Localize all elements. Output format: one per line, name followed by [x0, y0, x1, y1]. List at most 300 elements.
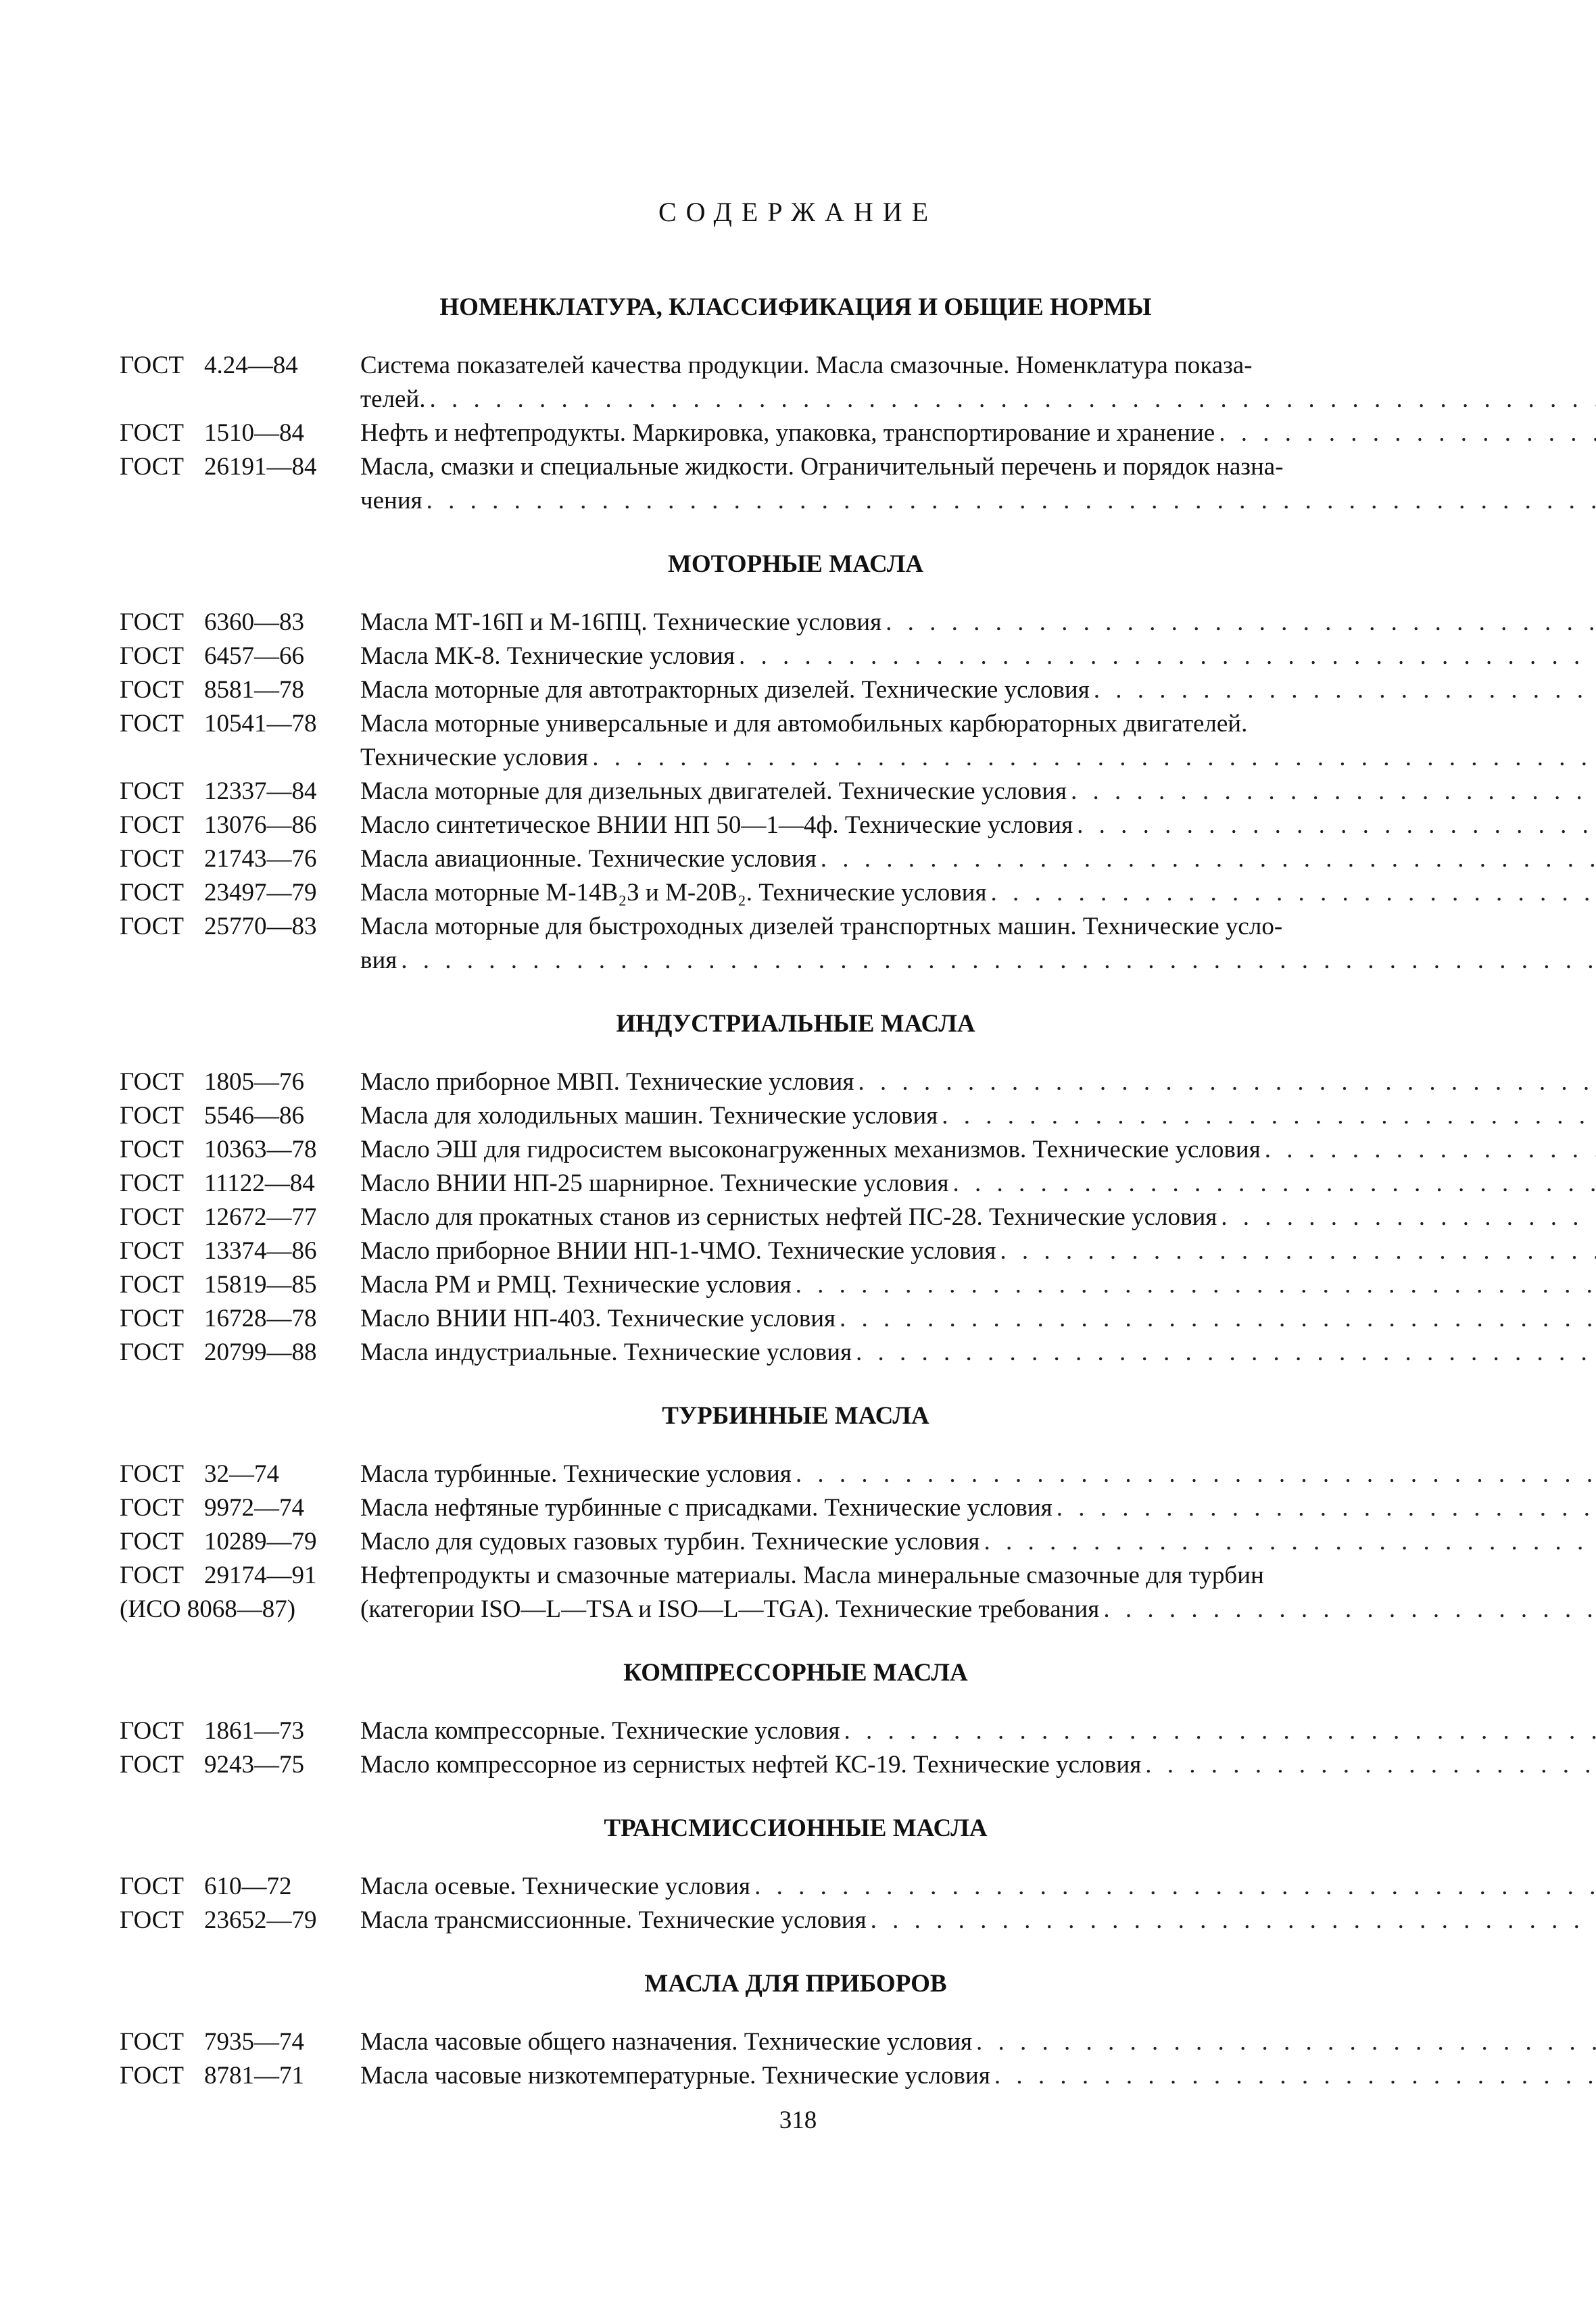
toc-entry[interactable] — [120, 1457, 1472, 1491]
description-text: Масло ВНИИ НП-403. Технические условия — [360, 1305, 836, 1332]
gost-number: 16728—78 — [204, 1305, 317, 1332]
entry-description — [360, 1302, 1596, 1336]
standard-code-line — [120, 349, 360, 383]
standard-code-line — [120, 2059, 360, 2093]
section-heading: НОМЕНКЛАТУРА, КЛАССИФИКАЦИЯ И ОБЩИЕ НОРМЫ — [439, 293, 1152, 321]
gost-prefix: ГОСТ — [120, 913, 184, 940]
entry-description — [360, 809, 1596, 842]
entry-description — [360, 1268, 1596, 1302]
toc-entry[interactable] — [120, 1201, 1472, 1234]
gost-prefix: ГОСТ — [120, 1460, 184, 1488]
standard-code — [120, 809, 360, 842]
standard-code — [120, 1714, 360, 1748]
entry-description — [360, 450, 1596, 518]
standard-code-line — [120, 2025, 360, 2059]
description-last-line — [360, 1268, 1596, 1302]
standard-code — [120, 1234, 360, 1268]
description-last-line — [360, 2025, 1596, 2059]
description-text: Масла РМ и РМЦ. Технические условия — [360, 1271, 792, 1299]
toc-entry[interactable] — [120, 1336, 1472, 1370]
entry-description — [360, 1099, 1596, 1133]
description-last-line — [360, 1234, 1596, 1268]
gost-prefix: ГОСТ — [120, 1528, 184, 1555]
standard-code-line: (ИСО 8068—87) — [120, 1595, 296, 1623]
gost-number: 6457—66 — [204, 642, 304, 670]
gost-number: 1861—73 — [204, 1717, 304, 1745]
gost-prefix: ГОСТ — [120, 419, 184, 447]
toc-section — [120, 1812, 1472, 1937]
standard-code-line — [120, 809, 360, 842]
toc-entry[interactable] — [120, 1302, 1472, 1336]
entry-description — [360, 1491, 1596, 1525]
gost-prefix: ГОСТ — [120, 1169, 184, 1197]
gost-prefix: ГОСТ — [120, 1237, 184, 1265]
gost-number: 23652—79 — [204, 1906, 317, 1934]
standard-code — [120, 910, 360, 978]
entry-description — [360, 1559, 1596, 1626]
dot-leader — [840, 1302, 1596, 1336]
gost-prefix: ГОСТ — [120, 352, 184, 379]
standard-code — [120, 707, 360, 775]
description-last-line — [360, 1167, 1596, 1201]
entry-description — [360, 1201, 1596, 1234]
description-last-line — [360, 1491, 1596, 1525]
toc-entry[interactable] — [120, 1559, 1472, 1626]
dot-leader — [1265, 1133, 1596, 1167]
description-text: Масло для судовых газовых турбин. Технические условия — [360, 1528, 980, 1555]
description-text: Масла МТ-16П и М-16ПЦ. Технические условия — [360, 608, 882, 636]
description-text: Масла компрессорные. Технические условия — [360, 1717, 840, 1745]
standard-code — [120, 1457, 360, 1491]
description-text: Масла моторные для автотракторных дизелей. Технические условия — [360, 676, 1090, 704]
standard-code-line — [120, 606, 360, 640]
gost-prefix: ГОСТ — [120, 1562, 184, 1589]
toc-entry[interactable] — [120, 640, 1472, 673]
dot-leader — [844, 1714, 1596, 1748]
dot-leader — [1221, 1201, 1596, 1234]
description-line: Нефтепродукты и смазочные материалы. Масла минеральные смазочные для турбин — [360, 1562, 1264, 1589]
section-heading: ТУРБИННЫЕ МАСЛА — [662, 1402, 929, 1430]
gost-number: 13076—86 — [204, 811, 317, 839]
standard-code-line — [120, 640, 360, 673]
gost-prefix: ГОСТ — [120, 1203, 184, 1231]
standard-code-line — [120, 1302, 360, 1336]
description-text: Нефть и нефтепродукты. Маркировка, упаковка, транспортирование и хранение — [360, 419, 1215, 447]
gost-prefix: ГОСТ — [120, 1068, 184, 1096]
entry-description — [360, 1336, 1596, 1370]
gost-number: 23497—79 — [204, 879, 317, 907]
description-last-line — [360, 1525, 1596, 1559]
gost-prefix: ГОСТ — [120, 811, 184, 839]
toc-section — [120, 291, 1472, 518]
description-last-line — [360, 876, 1596, 910]
gost-prefix: ГОСТ — [120, 1305, 184, 1332]
gost-prefix: ГОСТ — [120, 1906, 184, 1934]
description-text: Масло ВНИИ НП-25 шарнирное. Технические условия — [360, 1169, 949, 1197]
dot-leader — [1094, 673, 1596, 707]
dot-leader — [430, 383, 1596, 416]
gost-prefix: ГОСТ — [120, 710, 184, 738]
gost-prefix: ГОСТ — [120, 777, 184, 805]
standard-code — [120, 1870, 360, 1904]
entry-description — [360, 349, 1596, 416]
gost-number: 9972—74 — [204, 1494, 304, 1522]
standard-code-line — [120, 775, 360, 809]
description-text: Масла авиационные. Технические условия — [360, 845, 817, 873]
dot-leader — [796, 1268, 1596, 1302]
description-text: Масло ЭШ для гидросистем высоконагруженных механизмов. Технические условия — [360, 1136, 1261, 1163]
section-heading: МАСЛА ДЛЯ ПРИБОРОВ — [644, 1970, 947, 1998]
standard-code — [120, 349, 360, 416]
toc-section — [120, 548, 1472, 978]
gost-number: 10289—79 — [204, 1528, 317, 1555]
dot-leader — [858, 1065, 1596, 1099]
entry-description — [360, 1133, 1596, 1167]
toc-entry[interactable] — [120, 1904, 1472, 1937]
entry-description — [360, 876, 1596, 910]
standard-code-line — [120, 842, 360, 876]
gost-number: 10541—78 — [204, 710, 317, 738]
description-last-line — [360, 944, 1596, 978]
standard-code — [120, 1302, 360, 1336]
toc-entry[interactable] — [120, 1065, 1472, 1099]
dot-leader — [739, 640, 1596, 673]
entry-description — [360, 606, 1596, 640]
entry-description — [360, 1748, 1596, 1782]
gost-prefix: ГОСТ — [120, 1271, 184, 1299]
toc-entry[interactable] — [120, 1491, 1472, 1525]
toc-entry[interactable] — [120, 349, 1472, 416]
standard-code-line — [120, 1870, 360, 1904]
dot-leader — [1000, 1234, 1596, 1268]
standard-code-line — [120, 876, 360, 910]
entry-description — [360, 2025, 1596, 2059]
description-last-line — [360, 1748, 1596, 1782]
toc-entry[interactable] — [120, 1525, 1472, 1559]
standard-code — [120, 876, 360, 910]
description-text: Технические условия — [360, 744, 589, 771]
gost-number: 8581—78 — [204, 676, 304, 704]
gost-number: 6360—83 — [204, 608, 304, 636]
standard-code-line — [120, 707, 360, 741]
standard-code-line — [120, 416, 360, 450]
description-text: Масла часовые общего назначения. Технические условия — [360, 2028, 973, 2056]
dot-leader — [886, 606, 1596, 640]
dot-leader — [994, 2059, 1596, 2093]
standard-code — [120, 1559, 360, 1626]
standard-code — [120, 1336, 360, 1370]
standard-code-line — [120, 1268, 360, 1302]
gost-prefix: ГОСТ — [120, 1102, 184, 1130]
entry-description — [360, 673, 1596, 707]
gost-prefix: ГОСТ — [120, 2028, 184, 2056]
toc-entry[interactable] — [120, 876, 1472, 910]
toc-entry[interactable] — [120, 1167, 1472, 1201]
description-text: вия — [360, 946, 397, 974]
gost-number: 1805—76 — [204, 1068, 304, 1096]
standard-code — [120, 2025, 360, 2059]
standard-code — [120, 640, 360, 673]
gost-prefix: ГОСТ — [120, 879, 184, 907]
page-title: СОДЕРЖАНИЕ — [658, 197, 938, 227]
description-last-line — [360, 383, 1596, 416]
dot-leader — [942, 1099, 1596, 1133]
gost-number: 9243—75 — [204, 1751, 304, 1779]
standard-code — [120, 2059, 360, 2093]
standard-code — [120, 1133, 360, 1167]
gost-number: 20799—88 — [204, 1338, 317, 1366]
description-text: Масло компрессорное из сернистых нефтей КС-19. Технические условия — [360, 1751, 1142, 1779]
description-last-line — [360, 640, 1596, 673]
description-last-line — [360, 1336, 1596, 1370]
description-text: Масла индустриальные. Технические условия — [360, 1338, 852, 1366]
standard-code-line — [120, 1714, 360, 1748]
gost-number: 1510—84 — [204, 419, 304, 447]
standard-code — [120, 1748, 360, 1782]
standard-code — [120, 416, 360, 450]
entry-description — [360, 1065, 1596, 1099]
gost-prefix: ГОСТ — [120, 676, 184, 704]
toc-entry[interactable] — [120, 1099, 1472, 1133]
description-last-line — [360, 1201, 1596, 1234]
dot-leader — [796, 1457, 1596, 1491]
toc-entry[interactable] — [120, 673, 1472, 707]
gost-number: 32—74 — [204, 1460, 279, 1488]
gost-prefix: ГОСТ — [120, 1136, 184, 1163]
description-text: Масла осевые. Технические условия — [360, 1873, 751, 1900]
gost-number: 13374—86 — [204, 1237, 317, 1265]
dot-leader — [1219, 416, 1596, 450]
description-last-line — [360, 1904, 1596, 1937]
dot-leader — [427, 484, 1596, 518]
gost-number: 7935—74 — [204, 2028, 304, 2056]
description-last-line — [360, 1593, 1596, 1626]
dot-leader — [871, 1904, 1596, 1937]
toc-entry[interactable] — [120, 707, 1472, 775]
standard-code-line — [120, 673, 360, 707]
description-last-line — [360, 1870, 1596, 1904]
entry-description — [360, 2059, 1596, 2093]
standard-code — [120, 1065, 360, 1099]
description-text: Масло синтетическое ВНИИ НП 50—1—4ф. Технические условия — [360, 811, 1073, 839]
section-heading: КОМПРЕССОРНЫЕ МАСЛА — [623, 1659, 968, 1687]
entry-description — [360, 707, 1596, 775]
entry-description — [360, 1167, 1596, 1201]
toc-section — [120, 1967, 1472, 2093]
standard-code — [120, 842, 360, 876]
gost-number: 4.24—84 — [204, 352, 298, 379]
description-text: Масла моторные для дизельных двигателей. Технические условия — [360, 777, 1067, 805]
description-last-line — [360, 2059, 1596, 2093]
description-text: Масло приборное ВНИИ НП-1-ЧМО. Технические условия — [360, 1237, 996, 1265]
gost-number: 29174—91 — [204, 1562, 317, 1589]
description-line: Масла моторные универсальные и для автомобильных карбюраторных двигателей. — [360, 710, 1248, 738]
toc-entry[interactable] — [120, 2059, 1472, 2093]
entry-description — [360, 1870, 1596, 1904]
toc-entry[interactable] — [120, 2025, 1472, 2059]
standard-code-line — [120, 1525, 360, 1559]
toc-entry[interactable] — [120, 1870, 1472, 1904]
description-text: Масла МК-8. Технические условия — [360, 642, 735, 670]
standard-code — [120, 775, 360, 809]
description-text: Масла турбинные. Технические условия — [360, 1460, 792, 1488]
gost-prefix: ГОСТ — [120, 453, 184, 481]
description-line: Масла моторные для быстроходных дизелей транспортных машин. Технические усло- — [360, 913, 1283, 940]
entry-description — [360, 1714, 1596, 1748]
standard-code — [120, 673, 360, 707]
standard-code — [120, 450, 360, 518]
gost-prefix: ГОСТ — [120, 2062, 184, 2090]
gost-prefix: ГОСТ — [120, 1717, 184, 1745]
dot-leader — [821, 842, 1596, 876]
entry-description — [360, 416, 1596, 450]
gost-number: 12337—84 — [204, 777, 317, 805]
toc-entry[interactable] — [120, 842, 1472, 876]
standard-code-line — [120, 1559, 360, 1593]
dot-leader — [1103, 1593, 1596, 1626]
gost-number: 610—72 — [204, 1873, 292, 1900]
standard-code-line — [120, 910, 360, 944]
description-last-line — [360, 416, 1596, 450]
toc-entry[interactable] — [120, 1268, 1472, 1302]
gost-prefix: ГОСТ — [120, 1751, 184, 1779]
standard-code — [120, 1525, 360, 1559]
standard-code-line — [120, 1133, 360, 1167]
entry-description — [360, 1904, 1596, 1937]
entry-description — [360, 1234, 1596, 1268]
dot-leader — [1057, 1491, 1596, 1525]
standard-code-line — [120, 1904, 360, 1937]
section-heading: МОТОРНЫЕ МАСЛА — [667, 550, 924, 578]
standard-code — [120, 606, 360, 640]
toc-section — [120, 1656, 1472, 1782]
toc-entry[interactable] — [120, 1234, 1472, 1268]
description-last-line — [360, 1714, 1596, 1748]
description-text: Масла моторные М-14В₂З и М-20В₂. Технические условия — [360, 879, 987, 907]
description-last-line — [360, 1133, 1596, 1167]
description-line: Масла, смазки и специальные жидкости. Ограничительный перечень и порядок назна- — [360, 453, 1284, 481]
gost-number: 12672—77 — [204, 1203, 317, 1231]
toc-section — [120, 1007, 1472, 1370]
description-text: Масло для прокатных станов из сернистых нефтей ПС-28. Технические условия — [360, 1203, 1217, 1231]
standard-code-line — [120, 1065, 360, 1099]
standard-code — [120, 1201, 360, 1234]
standard-code — [120, 1904, 360, 1937]
toc-entry[interactable] — [120, 775, 1472, 809]
description-text: Масла для холодильных машин. Технические условия — [360, 1102, 938, 1130]
section-heading: ТРАНСМИССИОННЫЕ МАСЛА — [604, 1814, 988, 1842]
description-text: (категории ISO—L—TSA и ISO—L—TGA). Технические требования — [360, 1595, 1100, 1623]
toc-entry[interactable] — [120, 910, 1472, 978]
description-last-line — [360, 741, 1596, 775]
standard-code — [120, 1491, 360, 1525]
standard-code — [120, 1099, 360, 1133]
standard-code-line — [120, 1748, 360, 1782]
description-last-line — [360, 775, 1596, 809]
description-last-line — [360, 606, 1596, 640]
standard-code-line — [120, 1201, 360, 1234]
toc-entry[interactable] — [120, 450, 1472, 518]
description-line: Система показателей качества продукции. Масла смазочные. Номенклатура показа- — [360, 352, 1253, 379]
gost-number: 21743—76 — [204, 845, 317, 873]
standard-code-line — [120, 1234, 360, 1268]
table-of-contents — [120, 291, 1472, 2123]
dot-leader — [401, 944, 1596, 978]
toc-entry[interactable] — [120, 809, 1472, 842]
dot-leader — [754, 1870, 1596, 1904]
gost-number: 25770—83 — [204, 913, 317, 940]
gost-number: 8781—71 — [204, 2062, 304, 2090]
toc-entry[interactable] — [120, 1748, 1472, 1782]
entry-description — [360, 842, 1596, 876]
dot-leader — [984, 1525, 1596, 1559]
description-last-line — [360, 1457, 1596, 1491]
description-text: чения — [360, 487, 422, 514]
toc-section — [120, 1399, 1472, 1626]
standard-code-line — [120, 1457, 360, 1491]
dot-leader — [592, 741, 1596, 775]
toc-entry[interactable] — [120, 606, 1472, 640]
dot-leader — [856, 1336, 1596, 1370]
toc-entry[interactable] — [120, 416, 1472, 450]
gost-number: 26191—84 — [204, 453, 317, 481]
gost-prefix: ГОСТ — [120, 845, 184, 873]
dot-leader — [1071, 775, 1596, 809]
dot-leader — [990, 876, 1596, 910]
standard-code — [120, 1268, 360, 1302]
description-text: Масла нефтяные турбинные с присадками. Технические условия — [360, 1494, 1053, 1522]
dot-leader — [1077, 809, 1596, 842]
gost-prefix: ГОСТ — [120, 608, 184, 636]
description-text: Масла трансмиссионные. Технические условия — [360, 1906, 867, 1934]
gost-prefix: ГОСТ — [120, 1873, 184, 1900]
description-last-line — [360, 1302, 1596, 1336]
standard-code-line — [120, 1336, 360, 1370]
standard-code-line — [120, 450, 360, 484]
standard-code — [120, 1167, 360, 1201]
description-text: телей. — [360, 385, 426, 413]
entry-description — [360, 775, 1596, 809]
section-heading: ИНДУСТРИАЛЬНЫЕ МАСЛА — [616, 1010, 975, 1038]
gost-number: 10363—78 — [204, 1136, 317, 1163]
gost-prefix: ГОСТ — [120, 1338, 184, 1366]
description-last-line — [360, 1099, 1596, 1133]
toc-entry[interactable] — [120, 1714, 1472, 1748]
entry-description — [360, 1457, 1596, 1491]
description-last-line — [360, 842, 1596, 876]
entry-description — [360, 640, 1596, 673]
gost-number: 11122—84 — [204, 1169, 315, 1197]
page-number: 318 — [779, 2106, 817, 2134]
description-text: Масла часовые низкотемпературные. Технические условия — [360, 2062, 990, 2090]
toc-entry[interactable] — [120, 1133, 1472, 1167]
description-last-line — [360, 673, 1596, 707]
dot-leader — [952, 1167, 1596, 1201]
dot-leader — [1145, 1748, 1596, 1782]
gost-prefix: ГОСТ — [120, 1494, 184, 1522]
description-last-line — [360, 484, 1596, 518]
standard-code-line — [120, 1167, 360, 1201]
entry-description — [360, 1525, 1596, 1559]
gost-number: 15819—85 — [204, 1271, 317, 1299]
standard-code-line — [120, 1491, 360, 1525]
entry-description — [360, 910, 1596, 978]
description-text: Масло приборное МВП. Технические условия — [360, 1068, 854, 1096]
description-last-line — [360, 809, 1596, 842]
standard-code-line — [120, 1099, 360, 1133]
gost-prefix: ГОСТ — [120, 642, 184, 670]
gost-number: 5546—86 — [204, 1102, 304, 1130]
